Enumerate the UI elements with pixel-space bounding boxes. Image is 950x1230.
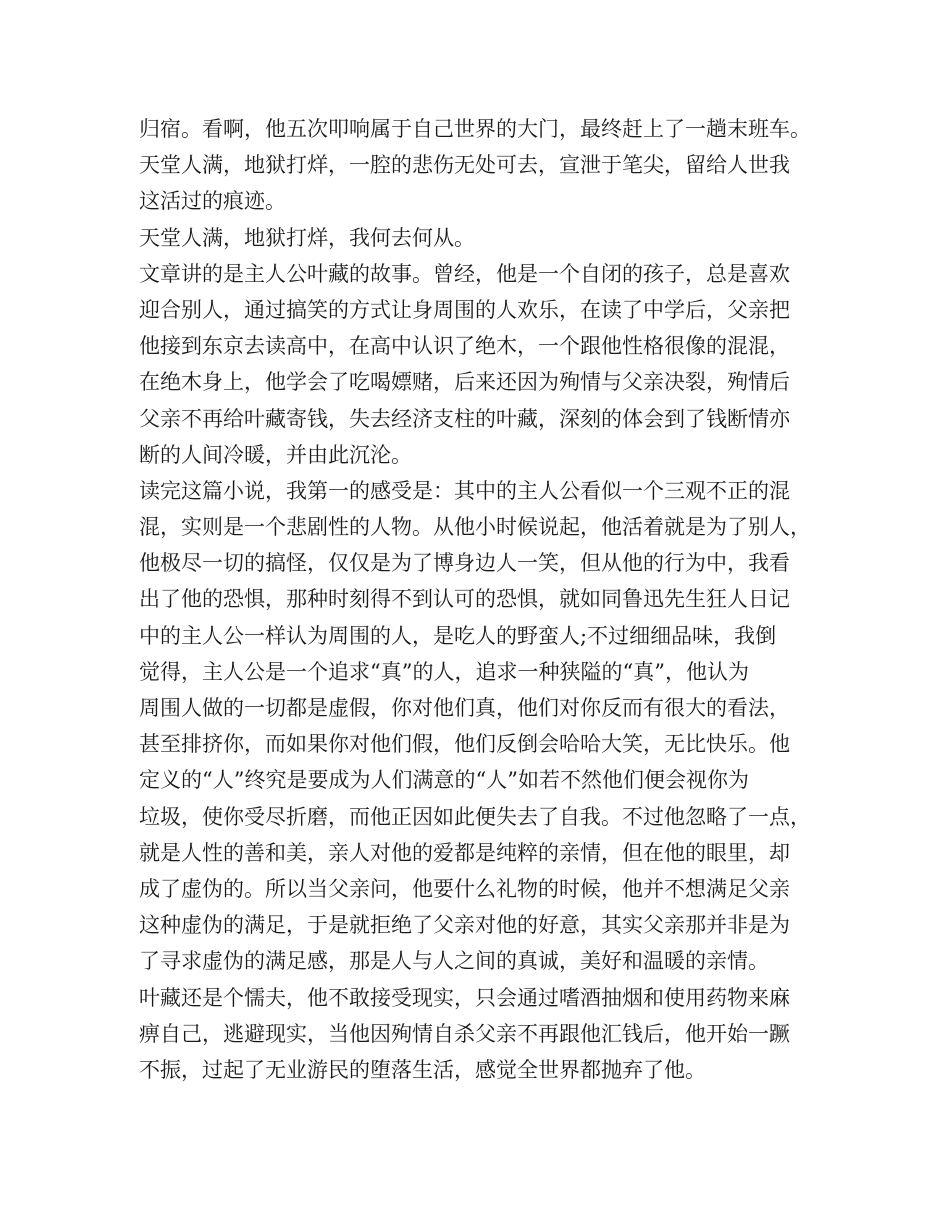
text-line: 这活过的痕迹。: [139, 189, 286, 214]
text-line: 他极尽一切的搞怪，仅仅是为了博身边人一笑，但从他的行为中，我看: [139, 551, 790, 576]
text-line: 父亲不再给叶藏寄钱，失去经济支柱的叶藏，深刻的体会到了钱断情亦: [139, 406, 790, 431]
text-line: 觉得，主人公是一个追求“真”的人，追求一种狭隘的“真”，他认为: [139, 659, 749, 684]
text-line: 归宿。看啊，他五次叩响属于自己世界的大门，最终赶上了一趟末班车。: [139, 117, 811, 141]
text-line: 断的人间冷暖，并由此沉沦。: [139, 442, 412, 467]
text-line: 定义的“人”终究是要成为人们满意的“人”如若不然他们便会视你为: [139, 768, 749, 793]
text-line: 甚至排挤你，而如果你对他们假，他们反倒会哈哈大笑，无比快乐。他: [139, 732, 790, 757]
text-line: 迎合别人，通过搞笑的方式让身周围的人欢乐，在读了中学后，父亲把: [139, 297, 790, 322]
text-line: 不振，过起了无业游民的堕落生活，感觉全世界都抛弃了他。: [139, 1057, 706, 1082]
text-line: 他接到东京去读高中，在高中认识了绝木，一个跟他性格很像的混混，: [139, 334, 790, 359]
text-line: 在绝木身上，他学会了吃喝嫖赌，后来还因为殉情与父亲决裂，殉情后: [139, 370, 790, 395]
text-line: 周围人做的一切都是虚假，你对他们真，他们对你反而有很大的看法，: [139, 696, 790, 720]
text-line: 成了虚伪的。所以当父亲问，他要什么礼物的时候，他并不想满足父亲: [139, 876, 790, 901]
text-line: 混，实则是一个悲剧性的人物。从他小时候说起，他活着就是为了别人，: [139, 515, 811, 540]
text-line: 天堂人满，地狱打烊，一腔的悲伤无处可去，宣泄于笔尖，留给人世我: [139, 153, 790, 178]
body-text: [139, 111, 839, 1088]
text-line: 读完这篇小说，我第一的感受是：其中的主人公看似一个三观不正的混: [139, 478, 790, 503]
text-line: 痹自己，逃避现实，当他因殉情自杀父亲不再跟他汇钱后，他开始一蹶: [139, 1021, 790, 1046]
text-line: 这种虚伪的满足，于是就拒绝了父亲对他的好意，其实父亲那并非是为: [139, 913, 790, 938]
text-line: 垃圾，使你受尽折磨，而他正因如此便失去了自我。不过他忽略了一点，: [139, 804, 811, 829]
text-line: 就是人性的善和美，亲人对他的爱都是纯粹的亲情，但在他的眼里，却: [139, 840, 790, 865]
text-line: 叶藏还是个懦夫，他不敢接受现实，只会通过嗜酒抽烟和使用药物来麻: [139, 985, 790, 1010]
text-line: 了寻求虚伪的满足感，那是人与人之间的真诚，美好和温暖的亲情。: [139, 949, 769, 974]
text-line: 中的主人公一样认为周围的人，是吃人的野蛮人;不过细细品味，我倒: [139, 623, 777, 648]
text-line: 天堂人满，地狱打烊，我何去何从。: [139, 225, 475, 250]
text-line: 出了他的恐惧，那种时刻得不到认可的恐惧，就如同鲁迅先生狂人日记: [139, 587, 790, 612]
text-line: 文章讲的是主人公叶藏的故事。曾经，他是一个自闭的孩子，总是喜欢: [139, 261, 790, 286]
